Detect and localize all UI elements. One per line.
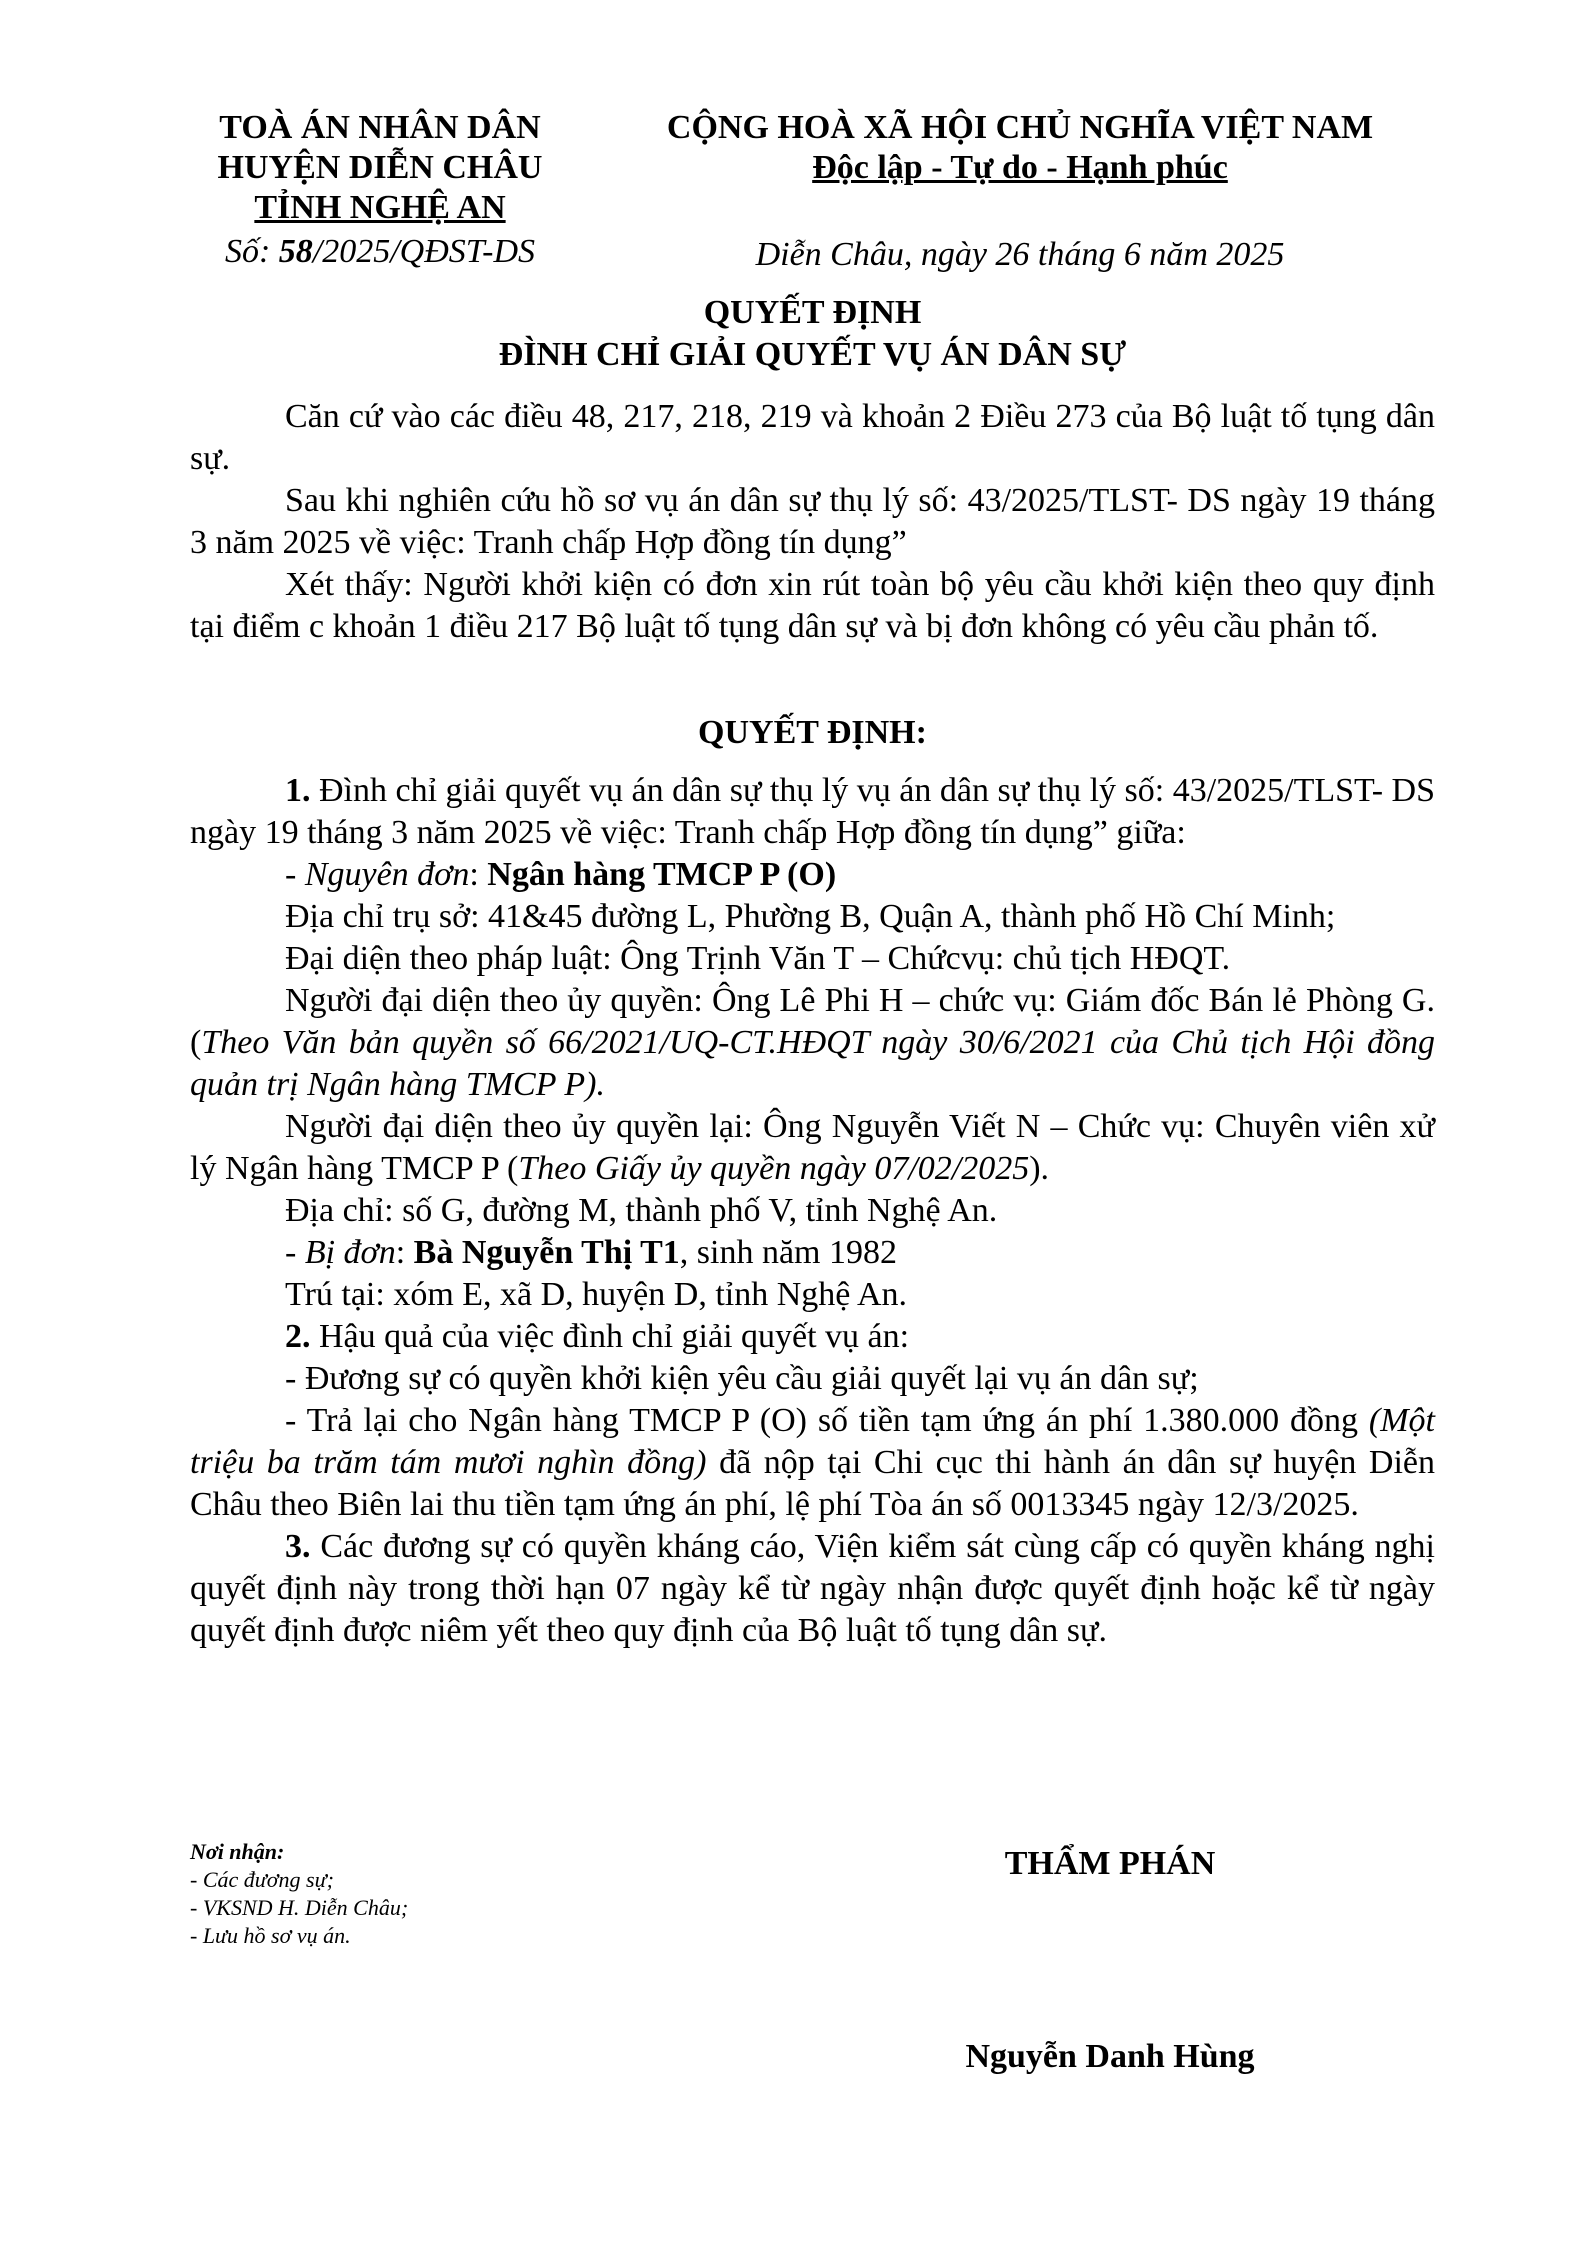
preamble-legal-basis: Căn cứ vào các điều 48, 217, 218, 219 và khoản 2 Điều 273 của Bộ luật tố tụng dân sự. xyxy=(190,398,1435,477)
decision-item-2: 2. Hậu quả của việc đình chỉ giải quyết vụ án: xyxy=(285,1318,910,1355)
authorized-representative: Người đại diện theo ủy quyền: Ông Lê Phi H – chức vụ: Giám đốc Bán lẻ Phòng G. (Theo Văn bản quyền số 66/2021/UQ-CT.HĐQT ngày 30/6/2021 của Chủ tịch Hội đồng quản trị Ngân hàng TMCP P). xyxy=(190,982,1435,1103)
motto: Độc lập - Tự do - Hạnh phúc xyxy=(812,149,1228,186)
recipients-heading: Nơi nhận: xyxy=(190,1839,285,1864)
decision-heading: QUYẾT ĐỊNH: xyxy=(698,714,927,751)
preamble xyxy=(190,396,1435,648)
preamble-case-review: Sau khi nghiên cứu hồ sơ vụ án dân sự thụ lý số: 43/2025/TLST- DS ngày 19 tháng 3 năm 2025 về việc: Tranh chấp Hợp đồng tín dụng” xyxy=(190,482,1435,561)
decision-body xyxy=(190,770,1435,1652)
defendant-address: Trú tại: xóm E, xã D, huyện D, tỉnh Nghệ An. xyxy=(285,1276,908,1313)
recipients xyxy=(190,1838,690,1950)
court-line2: HUYỆN DIỄN CHÂU xyxy=(217,149,543,186)
title-line1: QUYẾT ĐỊNH xyxy=(703,294,922,331)
recipient-item: - Lưu hồ sơ vụ án. xyxy=(190,1923,351,1948)
title-line2: ĐÌNH CHỈ GIẢI QUYẾT VỤ ÁN DÂN SỰ xyxy=(498,336,1127,373)
court-line3: TỈNH NGHỆ AN xyxy=(254,189,506,226)
document-title xyxy=(190,292,1435,376)
defendant-line: - Bị đơn: Bà Nguyễn Thị T1, sinh năm 1982 xyxy=(285,1234,897,1271)
recipient-item: - Các đương sự; xyxy=(190,1867,334,1892)
place-date: Diễn Châu, ngày 26 tháng 6 năm 2025 xyxy=(755,236,1285,273)
decision-item-2a: - Đương sự có quyền khởi kiện yêu cầu giải quyết lại vụ án dân sự; xyxy=(285,1360,1199,1397)
preamble-consideration: Xét thấy: Người khởi kiện có đơn xin rút toàn bộ yêu cầu khởi kiện theo quy định tại điểm c khoản 1 điều 217 Bộ luật tố tụng dân sự và bị đơn không có yêu cầu phản tố. xyxy=(190,566,1435,645)
legal-representative: Đại diện theo pháp luật: Ông Trịnh Văn T – Chứcvụ: chủ tịch HĐQT. xyxy=(285,940,1231,977)
recipient-item: - VKSND H. Diễn Châu; xyxy=(190,1895,409,1920)
decision-item-1: 1. Đình chỉ giải quyết vụ án dân sự thụ lý vụ án dân sự thụ lý số: 43/2025/TLST- DS ngày 19 tháng 3 năm 2025 về việc: Tranh chấp Hợp đồng tín dụng” giữa: xyxy=(190,772,1435,851)
court-line1: TOÀ ÁN NHÂN DÂN xyxy=(219,109,541,146)
plaintiff-line: - Nguyên đơn: Ngân hàng TMCP P (O) xyxy=(285,856,837,893)
sub-authorized-representative: Người đại diện theo ủy quyền lại: Ông Nguyễn Viết N – Chức vụ: Chuyên viên xử lý Ngân hàng TMCP P (Theo Giấy ủy quyền ngày 07/02/2025). xyxy=(190,1108,1435,1187)
decision-number: Số: 58/2025/QĐST-DS xyxy=(224,233,536,270)
plaintiff-address: Địa chỉ trụ sở: 41&45 đường L, Phường B, Quận A, thành phố Hồ Chí Minh; xyxy=(285,898,1336,935)
decision-item-3: 3. Các đương sự có quyền kháng cáo, Viện kiểm sát cùng cấp có quyền kháng nghị quyết định này trong thời hạn 07 ngày kể từ ngày nhận được quyết định hoặc kể từ ngày quyết định được niêm yết theo quy định của Bộ luật tố tụng dân sự. xyxy=(190,1528,1435,1649)
representative-address: Địa chỉ: số G, đường M, thành phố V, tỉnh Nghệ An. xyxy=(285,1192,998,1229)
signature-name: Nguyễn Danh Hùng xyxy=(965,2038,1255,2075)
decision-item-2b: - Trả lại cho Ngân hàng TMCP P (O) số tiền tạm ứng án phí 1.380.000 đồng (Một triệu ba trăm tám mươi nghìn đồng) đã nộp tại Chi cục thi hành án dân sự huyện Diễn Châu theo Biên lai thu tiền tạm ứng án phí, lệ phí Tòa án số 0013345 ngày 12/3/2025. xyxy=(190,1402,1436,1523)
signature-title: THẨM PHÁN xyxy=(1004,1845,1216,1882)
nation-line1: CỘNG HOÀ XÃ HỘI CHỦ NGHĨA VIỆT NAM xyxy=(666,109,1374,146)
nation-header xyxy=(640,108,1400,188)
court-header xyxy=(150,108,610,228)
